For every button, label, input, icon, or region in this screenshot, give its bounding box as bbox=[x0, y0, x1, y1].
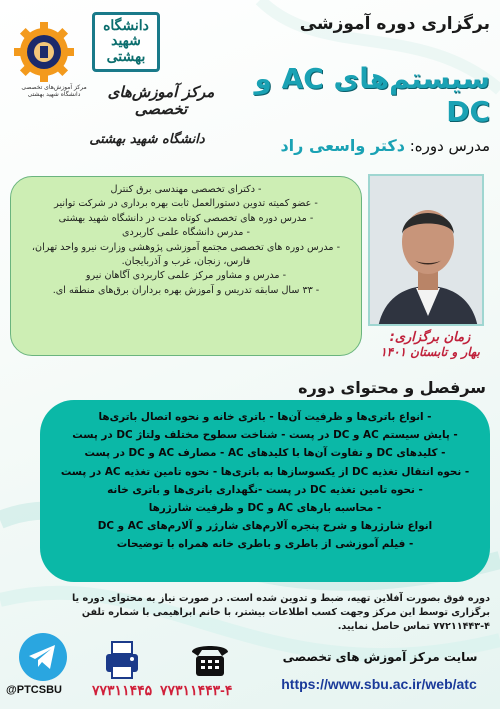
website-link[interactable]: https://www.sbu.ac.ir/web/atc bbox=[281, 676, 477, 692]
syllabus-title: سرفصل و محتوای دوره bbox=[298, 378, 486, 397]
telephone-icon bbox=[188, 640, 232, 680]
instructor-bio-box bbox=[10, 176, 362, 356]
telegram-icon[interactable] bbox=[18, 632, 68, 682]
syllabus-item: - پایش سیستم AC و DC در پست - شناخت سطوح مختلف ولتاژ DC در پست bbox=[72, 429, 458, 442]
bio-item: - مدرس دانشگاه علمی کاربردی bbox=[122, 227, 250, 239]
telegram-handle[interactable]: @PTCSBU bbox=[6, 684, 62, 696]
syllabus-item: - نحوه تامین تغذیه DC در پست -نگهداری باتری‌ها و باتری خانه bbox=[107, 483, 423, 496]
bio-item: - ۳۳ سال سابقه تدریس و آموزش بهره برداران برق‌های منطقه ای. bbox=[52, 284, 320, 296]
instructor-row bbox=[240, 136, 490, 155]
syllabus-item: - نحوه انتقال تغذیه DC از یکسوسازها به باتری‌ها - نحوه تامین تغذیه AC در پست bbox=[60, 465, 470, 478]
instructor-label: مدرس دوره: bbox=[409, 137, 490, 155]
bio-item: - عضو کمیته تدوین دستورالعمل ثابت بهره برداری در شرکت توانیر bbox=[54, 198, 318, 210]
university-logo-text: دانشگاه شهید بهشتی bbox=[103, 17, 149, 65]
schedule-value: بهار و تابستان ۱۴۰۱ bbox=[380, 345, 480, 359]
center-site-label: سایت مرکز آموزش های تخصصی bbox=[282, 650, 478, 664]
bio-item: - مدرس دوره های تخصصی مجتمع آموزشی پژوهشی وزارت نیرو واحد تهران، فارس، زنجان، غرب و آذربایجان. bbox=[31, 241, 341, 267]
schedule-box bbox=[376, 330, 484, 374]
syllabus-item: - محاسبه بارهای AC و DC و ظرفیت شارژرها bbox=[148, 502, 382, 515]
logo-caption: مرکز آموزش‌های تخصصی دانشگاه شهید بهشتی bbox=[21, 84, 87, 98]
university-logo bbox=[92, 12, 160, 72]
fax-number: ۷۷۳۱۱۴۴۵ bbox=[92, 682, 153, 698]
fax-icon bbox=[104, 640, 140, 680]
notice-text: دوره فوق بصورت آفلاین تهیه، ضبط و تدوین شده است. در صورت نیاز به محتوای دوره یا برگزاری توسط این مرکز وجهت کسب اطلاعات بیشتر، با خانم ابراهیمی با شماره تلفن ۴-۷۷۲۱۱۴۴۳ تماس حاصل نمایید. bbox=[71, 593, 490, 632]
bio-item: - مدرس و مشاور مرکز علمی کاربردی آگاهان نیرو bbox=[85, 270, 287, 282]
instructor-photo bbox=[368, 174, 484, 326]
center-name: مرکز آموزش‌های تخصصی bbox=[107, 83, 215, 118]
course-title: سیستم‌های AC و DC bbox=[254, 62, 490, 128]
syllabus-item: - انواع باتری‌ها و ظرفیت آن‌ها - باتری خانه و نحوه اتصال باتری‌ها bbox=[98, 411, 432, 423]
university-name: دانشگاه شهید بهشتی bbox=[89, 132, 205, 147]
schedule-label: زمان برگزاری: bbox=[389, 330, 471, 345]
instructor-name: دکتر واسعی راد bbox=[280, 136, 405, 155]
phone-number: ۷۷۳۱۱۴۴۳-۴ bbox=[160, 682, 233, 698]
bio-item: - دکترای تخصصی مهندسی برق کنترل bbox=[110, 184, 262, 195]
syllabus-item: - فیلم آموزشی از باطری و باطری خانه همراه با توضیحات bbox=[116, 538, 414, 551]
syllabus-box bbox=[40, 400, 490, 582]
event-label: برگزاری دوره آموزشی bbox=[299, 14, 490, 34]
bio-item: - مدرس دوره های تخصصی کوتاه مدت در دانشگاه شهید بهشتی bbox=[58, 212, 314, 224]
syllabus-item: - کلیدهای DC و تفاوت آن‌ها با کلیدهای AC - مصارف AC و DC در پست bbox=[84, 447, 446, 460]
gear-logo-icon bbox=[14, 22, 74, 82]
syllabus-item: انواع شارژرها و شرح پنجره آلارم‌های شارژر و آلارم‌های AC و DC bbox=[97, 520, 433, 533]
